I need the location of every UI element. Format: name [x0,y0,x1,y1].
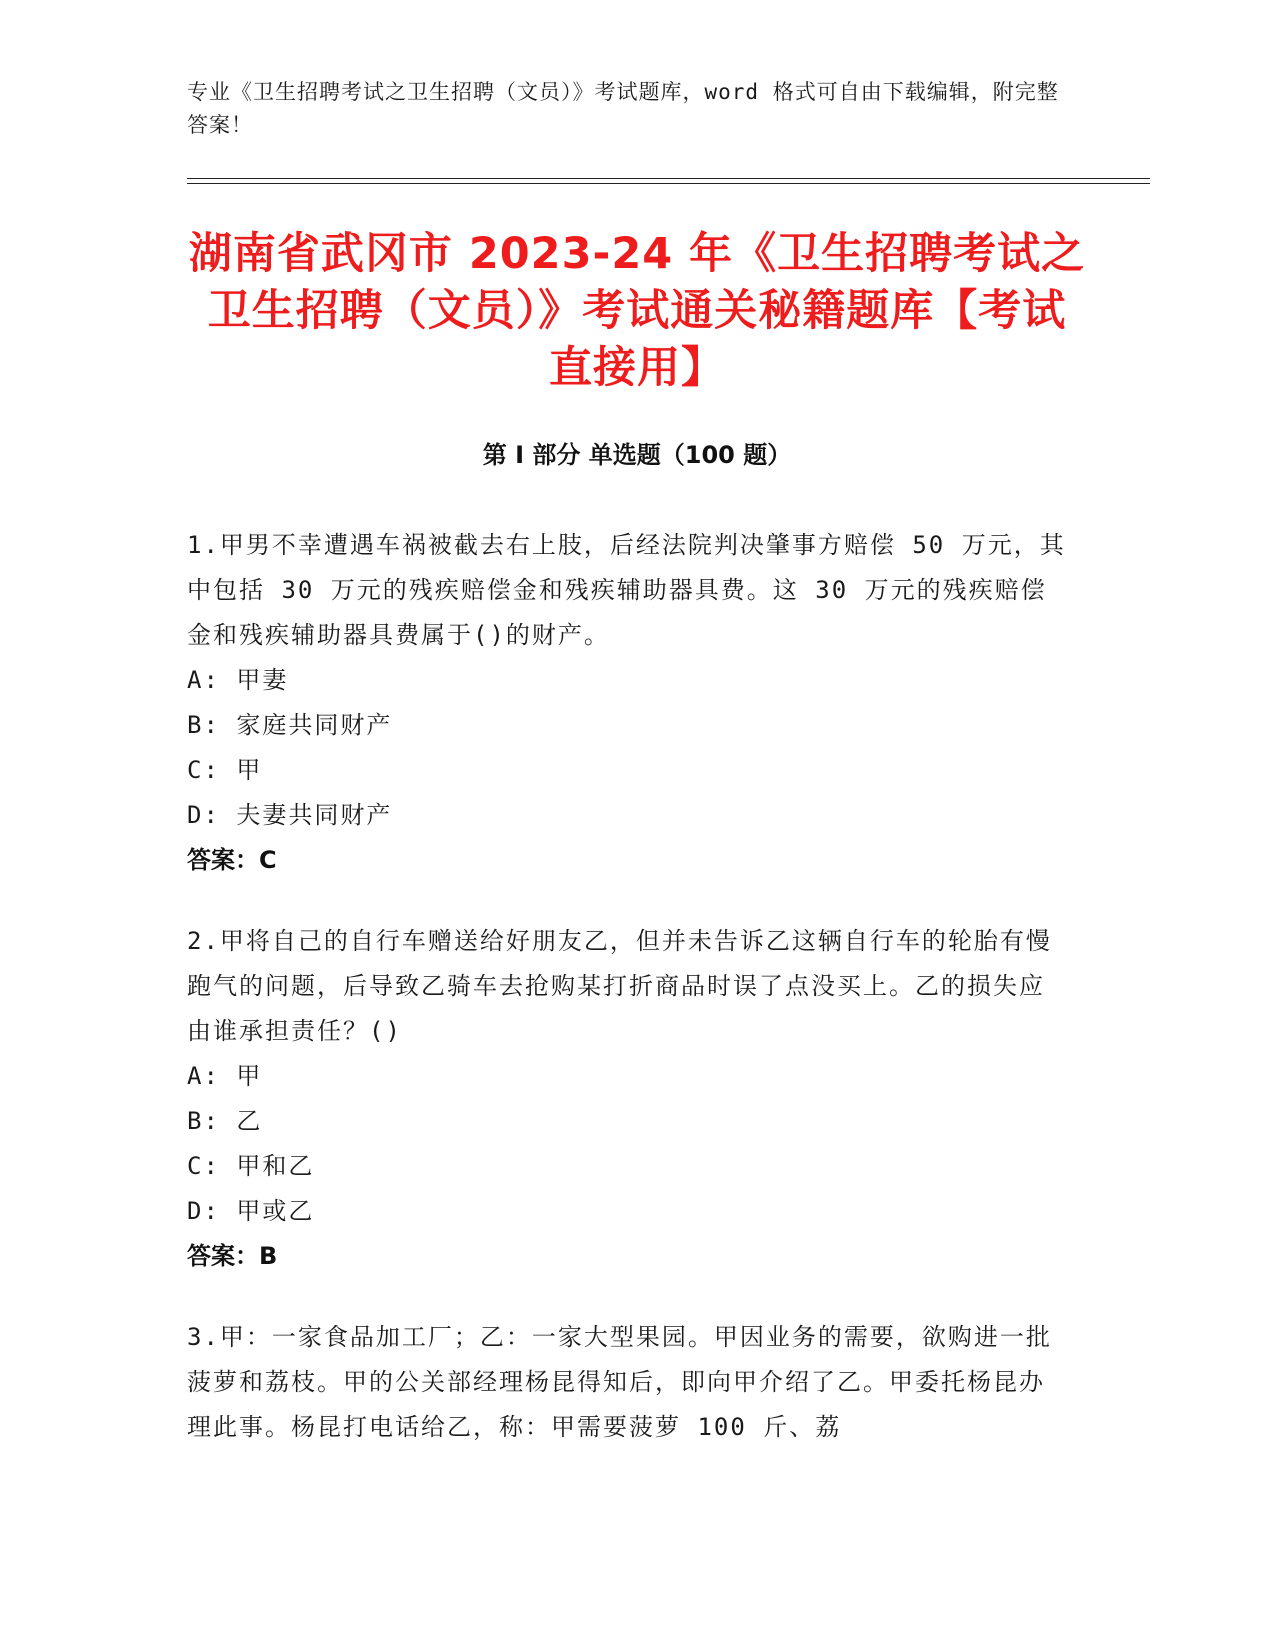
question-1 [187,523,1067,883]
option-d: D: 夫妻共同财产 [187,801,393,829]
question-stem: 1.甲男不幸遭遇车祸被截去右上肢，后经法院判决肇事方赔偿 50 万元，其中包括 30 万元的残疾赔偿金和残疾辅助器具费。这 30 万元的残疾赔偿金和残疾辅助器具费属于()的财产。 [187,531,1066,649]
answer-line: 答案：C [187,846,277,874]
question-stem: 3.甲：一家食品加工厂；乙：一家大型果园。甲因业务的需要，欲购进一批菠萝和荔枝。甲的公关部经理杨昆得知后，即向甲介绍了乙。甲委托杨昆办理此事。杨昆打电话给乙，称：甲需要菠萝 100 斤、荔 [187,1323,1052,1441]
header-divider [187,178,1150,179]
question-list [187,523,1067,1486]
option-a: A: 甲 [187,1062,263,1090]
question-2 [187,919,1067,1279]
option-b: B: 乙 [187,1107,263,1135]
option-c: C: 甲 [187,756,263,784]
section-heading: 第 I 部分 单选题（100 题） [482,441,792,469]
document-title: 湖南省武冈市 2023-24 年《卫生招聘考试之卫生招聘（文员）》考试通关秘籍题库【考试直接用】 [188,229,1086,393]
question-3 [187,1315,1067,1450]
option-d: D: 甲或乙 [187,1197,315,1225]
question-stem: 2.甲将自己的自行车赠送给好朋友乙，但并未告诉乙这辆自行车的轮胎有慢跑气的问题，后导致乙骑车去抢购某打折商品时误了点没买上。乙的损失应由谁承担责任？() [187,927,1052,1045]
option-b: B: 家庭共同财产 [187,711,393,739]
header-note: 专业《卫生招聘考试之卫生招聘（文员）》考试题库，word 格式可自由下载编辑，附完整答案！ [187,80,1059,137]
header-divider-thin [187,183,1150,184]
option-a: A: 甲妻 [187,666,289,694]
option-c: C: 甲和乙 [187,1152,315,1180]
answer-line: 答案：B [187,1242,278,1270]
